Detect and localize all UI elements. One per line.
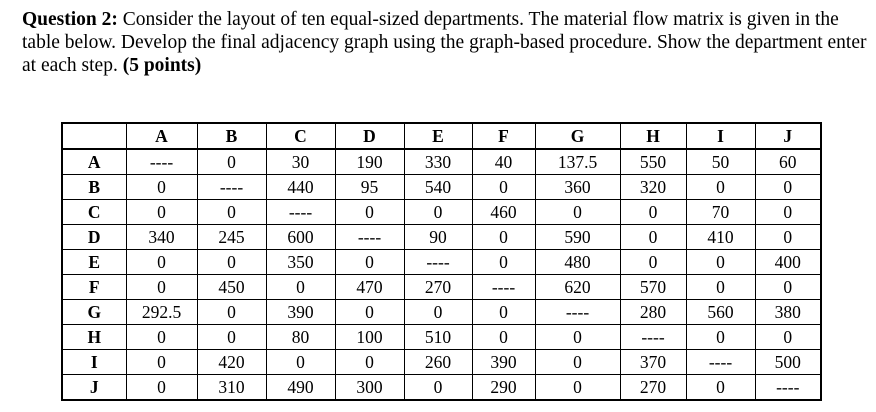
flow-cell: ----: [197, 175, 266, 200]
column-header-g: G: [535, 123, 620, 149]
flow-cell: 95: [335, 175, 404, 200]
flow-cell: 0: [535, 375, 620, 401]
flow-cell: 80: [266, 325, 335, 350]
flow-cell: 0: [266, 350, 335, 375]
flow-cell: 600: [266, 225, 335, 250]
flow-cell: 0: [126, 375, 197, 401]
column-header-f: F: [472, 123, 535, 149]
flow-cell: 0: [686, 250, 755, 275]
matrix-header-row: [62, 123, 821, 149]
flow-cell: 0: [472, 175, 535, 200]
flow-cell: 550: [620, 149, 686, 175]
flow-cell: 440: [266, 175, 335, 200]
flow-cell: 360: [535, 175, 620, 200]
flow-cell: 420: [197, 350, 266, 375]
question-body: Consider the layout of ten equal-sized departments. The material flow matrix is given in the table below. Develop the final adjacency graph using the graph-based procedure. Show the department enter at each step.: [22, 9, 867, 76]
flow-cell: 0: [197, 149, 266, 175]
flow-cell: 620: [535, 275, 620, 300]
flow-cell: 0: [335, 300, 404, 325]
flow-cell: 0: [686, 375, 755, 401]
row-header-i: I: [62, 350, 126, 375]
flow-cell: 0: [404, 375, 472, 401]
flow-cell: 100: [335, 325, 404, 350]
column-header-e: E: [404, 123, 472, 149]
flow-cell: 0: [755, 275, 821, 300]
flow-cell: 0: [197, 300, 266, 325]
flow-cell: ----: [126, 149, 197, 175]
flow-cell: 310: [197, 375, 266, 401]
flow-cell: 190: [335, 149, 404, 175]
flow-cell: 70: [686, 200, 755, 225]
row-header-b: B: [62, 175, 126, 200]
question-points: (5 points): [122, 55, 202, 76]
table-row: [62, 200, 821, 225]
flow-cell: 0: [686, 175, 755, 200]
column-header-j: J: [755, 123, 821, 149]
flow-cell: 390: [472, 350, 535, 375]
flow-cell: ----: [404, 250, 472, 275]
flow-cell: 380: [755, 300, 821, 325]
flow-cell: ----: [535, 300, 620, 325]
flow-cell: 260: [404, 350, 472, 375]
flow-cell: 500: [755, 350, 821, 375]
flow-cell: 0: [404, 200, 472, 225]
column-header-d: D: [335, 123, 404, 149]
flow-cell: 290: [472, 375, 535, 401]
flow-cell: 300: [335, 375, 404, 401]
flow-cell: 0: [620, 250, 686, 275]
flow-cell: 0: [335, 350, 404, 375]
flow-cell: 245: [197, 225, 266, 250]
flow-cell: ----: [686, 350, 755, 375]
flow-cell: 40: [472, 149, 535, 175]
flow-cell: 0: [755, 325, 821, 350]
row-header-g: G: [62, 300, 126, 325]
column-header-b: B: [197, 123, 266, 149]
row-header-a: A: [62, 149, 126, 175]
row-header-c: C: [62, 200, 126, 225]
material-flow-matrix: [61, 122, 822, 401]
question-label: Question 2:: [22, 9, 118, 30]
flow-cell: 0: [535, 325, 620, 350]
column-header-h: H: [620, 123, 686, 149]
flow-cell: 0: [335, 200, 404, 225]
table-row: [62, 250, 821, 275]
flow-cell: 60: [755, 149, 821, 175]
flow-cell: 0: [472, 300, 535, 325]
flow-cell: 0: [472, 225, 535, 250]
flow-cell: 0: [535, 350, 620, 375]
flow-cell: 0: [472, 325, 535, 350]
flow-cell: 390: [266, 300, 335, 325]
table-row: [62, 325, 821, 350]
flow-cell: 0: [335, 250, 404, 275]
flow-cell: 0: [535, 200, 620, 225]
flow-cell: 400: [755, 250, 821, 275]
flow-cell: 0: [126, 350, 197, 375]
flow-cell: 0: [755, 200, 821, 225]
flow-cell: 0: [126, 175, 197, 200]
flow-cell: 0: [620, 200, 686, 225]
flow-cell: 270: [620, 375, 686, 401]
flow-cell: 0: [686, 275, 755, 300]
flow-cell: 0: [472, 250, 535, 275]
flow-cell: 480: [535, 250, 620, 275]
flow-cell: 560: [686, 300, 755, 325]
column-header-c: C: [266, 123, 335, 149]
flow-cell: 0: [126, 325, 197, 350]
flow-cell: 270: [404, 275, 472, 300]
flow-cell: 450: [197, 275, 266, 300]
flow-cell: 340: [126, 225, 197, 250]
table-row: [62, 225, 821, 250]
column-header-i: I: [686, 123, 755, 149]
matrix-corner-cell: [62, 123, 126, 149]
flow-cell: 0: [620, 225, 686, 250]
flow-cell: 570: [620, 275, 686, 300]
column-header-a: A: [126, 123, 197, 149]
flow-cell: 0: [126, 250, 197, 275]
flow-cell: ----: [266, 200, 335, 225]
flow-cell: 350: [266, 250, 335, 275]
flow-cell: 0: [755, 225, 821, 250]
row-header-d: D: [62, 225, 126, 250]
table-row: [62, 175, 821, 200]
flow-cell: ----: [620, 325, 686, 350]
flow-cell: 540: [404, 175, 472, 200]
question-text: [22, 8, 870, 77]
table-row: [62, 375, 821, 401]
flow-cell: 280: [620, 300, 686, 325]
flow-cell: 90: [404, 225, 472, 250]
flow-cell: 330: [404, 149, 472, 175]
flow-cell: 137.5: [535, 149, 620, 175]
flow-cell: ----: [472, 275, 535, 300]
flow-cell: 0: [755, 175, 821, 200]
table-row: [62, 300, 821, 325]
row-header-h: H: [62, 325, 126, 350]
flow-cell: 410: [686, 225, 755, 250]
table-row: [62, 275, 821, 300]
flow-cell: 0: [266, 275, 335, 300]
table-row: [62, 149, 821, 175]
row-header-e: E: [62, 250, 126, 275]
flow-cell: 50: [686, 149, 755, 175]
table-row: [62, 350, 821, 375]
flow-cell: 30: [266, 149, 335, 175]
flow-cell: 0: [197, 200, 266, 225]
flow-cell: ----: [335, 225, 404, 250]
row-header-f: F: [62, 275, 126, 300]
flow-cell: 0: [404, 300, 472, 325]
flow-cell: 370: [620, 350, 686, 375]
flow-cell: 460: [472, 200, 535, 225]
flow-cell: 0: [686, 325, 755, 350]
flow-cell: 590: [535, 225, 620, 250]
flow-cell: 470: [335, 275, 404, 300]
flow-cell: 0: [197, 325, 266, 350]
flow-cell: 292.5: [126, 300, 197, 325]
flow-cell: 0: [126, 200, 197, 225]
flow-cell: 0: [126, 275, 197, 300]
row-header-j: J: [62, 375, 126, 401]
flow-cell: ----: [755, 375, 821, 401]
flow-cell: 510: [404, 325, 472, 350]
flow-cell: 320: [620, 175, 686, 200]
flow-cell: 0: [197, 250, 266, 275]
flow-cell: 490: [266, 375, 335, 401]
